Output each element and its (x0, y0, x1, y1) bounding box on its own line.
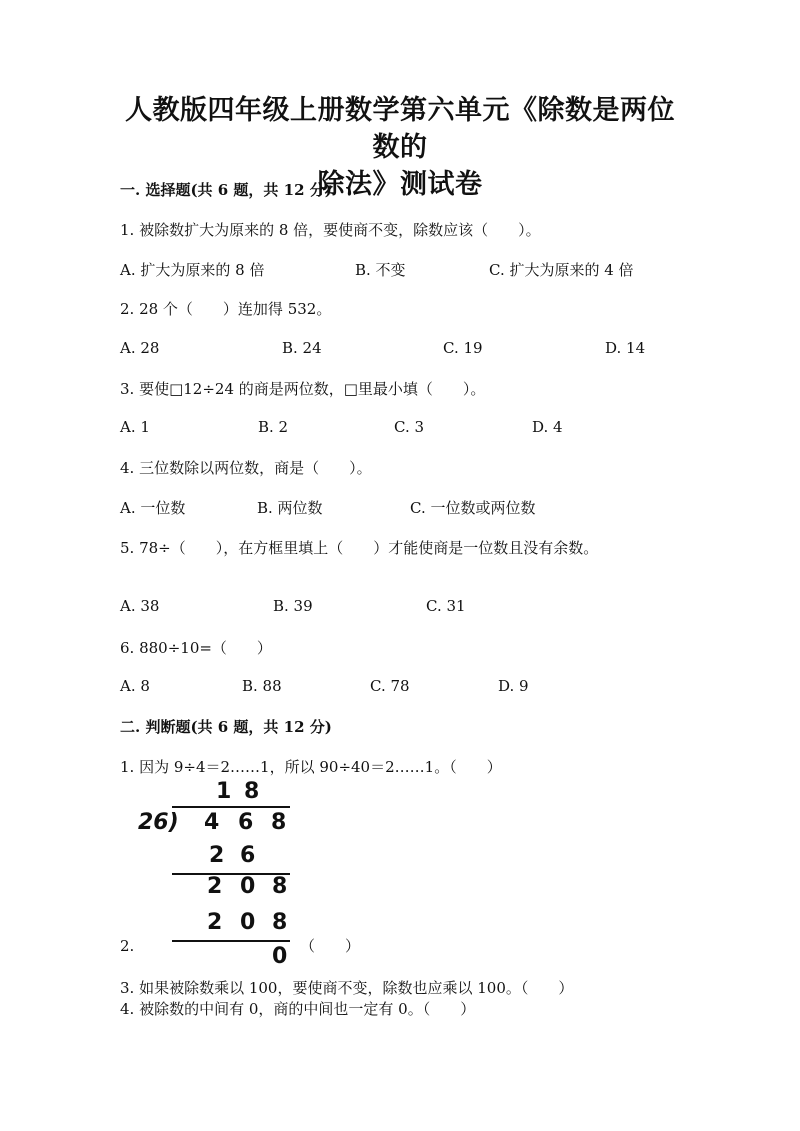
remainder-digit: 0 (272, 944, 288, 969)
quotient-digit: 1 (216, 779, 232, 804)
option-1-2-b: B. 24 (282, 339, 322, 357)
option-1-4-c: C. 一位数或两位数 (410, 499, 536, 517)
division-bar (172, 806, 290, 808)
option-1-4-a: A. 一位数 (120, 499, 186, 517)
question-1-3: 3. 要使□12÷24 的商是两位数，□里最小填（ ）。 (120, 380, 486, 398)
question-2-2-label: 2. (120, 937, 135, 955)
option-1-2-a: A. 28 (120, 339, 160, 357)
step-line (172, 940, 290, 942)
section-2-heading: 二. 判断题(共 6 题，共 12 分) (120, 718, 332, 736)
question-2-4: 4. 被除数的中间有 0，商的中间也一定有 0。（ ） (120, 1000, 476, 1018)
divisor: 26) (138, 810, 179, 835)
option-1-6-b: B. 88 (242, 677, 282, 695)
option-1-1-b: B. 不变 (355, 261, 406, 279)
option-1-3-c: C. 3 (394, 418, 425, 436)
question-1-6: 6. 880÷10=（ ） (120, 639, 272, 657)
question-1-2: 2. 28 个（ ）连加得 532。 (120, 300, 332, 318)
step1-digit: 6 (240, 843, 256, 868)
option-1-5-b: B. 39 (273, 597, 313, 615)
question-2-2-paren: （ ） (300, 937, 361, 955)
question-1-1: 1. 被除数扩大为原来的 8 倍，要使商不变，除数应该（ ）。 (120, 221, 541, 239)
dividend-digit: 8 (271, 810, 287, 835)
dividend-digit: 6 (238, 810, 254, 835)
step1-digit: 2 (209, 843, 225, 868)
option-1-3-d: D. 4 (532, 418, 563, 436)
option-1-6-c: C. 78 (370, 677, 410, 695)
step3-digit: 8 (272, 910, 288, 935)
option-1-2-d: D. 14 (605, 339, 646, 357)
step3-digit: 0 (240, 910, 256, 935)
option-1-5-c: C. 31 (426, 597, 466, 615)
option-1-6-d: D. 9 (498, 677, 529, 695)
step2-digit: 0 (240, 874, 256, 899)
question-2-1: 1. 因为 9÷4＝2……1，所以 90÷40＝2……1。（ ） (120, 758, 502, 776)
option-1-3-a: A. 1 (120, 418, 150, 436)
quotient-digit: 8 (244, 779, 260, 804)
step2-digit: 2 (207, 874, 223, 899)
question-1-5: 5. 78÷（ ），在方框里填上（ ）才能使商是一位数且没有余数。 (120, 539, 599, 557)
section-1-heading: 一. 选择题(共 6 题，共 12 分) (120, 181, 332, 199)
title-line-2: 除法》测试卷 (317, 169, 483, 200)
option-1-6-a: A. 8 (120, 677, 150, 695)
option-1-1-c: C. 扩大为原来的 4 倍 (489, 261, 634, 279)
option-1-3-b: B. 2 (258, 418, 289, 436)
option-1-1-a: A. 扩大为原来的 8 倍 (120, 261, 265, 279)
step2-digit: 8 (272, 874, 288, 899)
option-1-5-a: A. 38 (120, 597, 160, 615)
option-1-4-b: B. 两位数 (257, 499, 323, 517)
question-2-3: 3. 如果被除数乘以 100，要使商不变，除数也应乘以 100。（ ） (120, 979, 574, 997)
dividend-digit: 4 (204, 810, 220, 835)
option-1-2-c: C. 19 (443, 339, 483, 357)
title-line-1: 人教版四年级上册数学第六单元《除数是两位数的 (125, 95, 675, 163)
step3-digit: 2 (207, 910, 223, 935)
question-1-4: 4. 三位数除以两位数，商是（ ）。 (120, 459, 372, 477)
